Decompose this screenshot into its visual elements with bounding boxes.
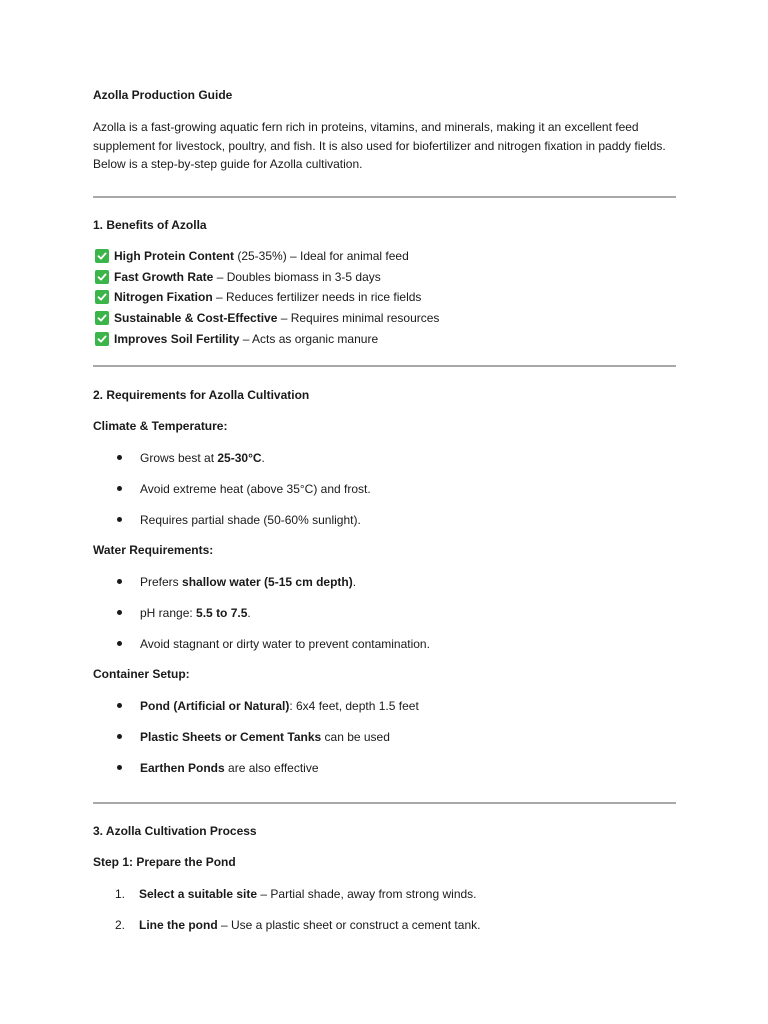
list-item — [93, 628, 678, 659]
item-text: Grows best at — [140, 450, 218, 465]
check-icon — [95, 249, 109, 263]
section-heading-benefits: 1. Benefits of Azolla — [93, 217, 207, 232]
subheading-climate: Climate & Temperature: — [93, 419, 228, 434]
check-icon — [95, 311, 109, 325]
step1-list — [93, 878, 678, 940]
check-icon — [95, 270, 109, 284]
item-text: are also effective — [224, 760, 319, 775]
list-item — [93, 473, 678, 504]
container-list — [93, 690, 678, 783]
benefit-desc: – Doubles biomass in 3-5 days — [213, 269, 381, 284]
item-number: 1. — [115, 886, 126, 901]
item-text: Prefers — [140, 574, 183, 589]
benefit-desc: – Requires minimal resources — [277, 311, 440, 326]
divider — [93, 365, 676, 367]
list-item — [93, 752, 678, 783]
item-text: pH range: — [140, 605, 197, 620]
numbered-item — [93, 878, 678, 909]
benefits-list — [93, 246, 678, 350]
item-number: 2. — [115, 917, 126, 932]
bullet-icon — [117, 517, 122, 522]
item-bold: 5.5 to 7.5 — [196, 605, 248, 620]
numbered-item — [93, 909, 678, 940]
bullet-icon — [117, 579, 122, 584]
item-text: . — [352, 574, 357, 589]
document-title: Azolla Production Guide — [93, 88, 233, 102]
benefit-title: High Protein Content — [114, 248, 234, 263]
bullet-icon — [117, 734, 122, 739]
item-text: – Partial shade, away from strong winds. — [257, 886, 477, 901]
item-text: can be used — [321, 729, 390, 744]
bullet-icon — [117, 703, 122, 708]
divider — [93, 196, 676, 198]
item-bold: shallow water (5-15 cm depth) — [182, 574, 353, 589]
section-heading-process: 3. Azolla Cultivation Process — [93, 824, 257, 839]
item-text: Avoid stagnant or dirty water to prevent contamination. — [140, 636, 430, 651]
bullet-icon — [117, 765, 122, 770]
subheading-water: Water Requirements: — [93, 543, 214, 558]
benefit-desc: (25-35%) – Ideal for animal feed — [234, 248, 409, 263]
item-bold: Earthen Ponds — [140, 760, 225, 775]
item-bold: 25-30°C — [217, 450, 262, 465]
check-icon — [95, 290, 109, 304]
water-list — [93, 566, 678, 659]
list-item — [93, 690, 678, 721]
item-bold: Select a suitable site — [139, 886, 258, 901]
benefit-desc: – Acts as organic manure — [239, 331, 379, 346]
section-heading-requirements: 2. Requirements for Azolla Cultivation — [93, 388, 310, 403]
list-item — [93, 442, 678, 473]
divider — [93, 802, 676, 804]
item-text: . — [247, 605, 251, 620]
list-item — [93, 566, 678, 597]
item-bold: Plastic Sheets or Cement Tanks — [140, 729, 322, 744]
subheading-container: Container Setup: — [93, 667, 190, 682]
benefit-title: Nitrogen Fixation — [114, 290, 213, 305]
bullet-icon — [117, 486, 122, 491]
item-text: – Use a plastic sheet or construct a cement tank. — [217, 917, 481, 932]
list-item — [93, 504, 678, 535]
benefit-title: Improves Soil Fertility — [114, 331, 240, 346]
intro-paragraph: Azolla is a fast-growing aquatic fern rich in proteins, vitamins, and minerals, making it an excellent feed supplement for livestock, poultry, and fish. It is also used for biofertilizer and nitrogen fixation in paddy fields. Below is a step-by-step guide for Azolla cultivation. — [93, 120, 666, 171]
bullet-icon — [117, 610, 122, 615]
document-content — [93, 87, 678, 940]
check-icon — [95, 332, 109, 346]
item-text: Avoid extreme heat (above 35°C) and frost. — [140, 481, 371, 496]
benefit-item — [93, 329, 678, 350]
bullet-icon — [117, 641, 122, 646]
benefit-title: Fast Growth Rate — [114, 269, 214, 284]
item-text: . — [261, 450, 265, 465]
benefit-item — [93, 308, 678, 329]
list-item — [93, 721, 678, 752]
item-text: Requires partial shade (50-60% sunlight). — [140, 512, 361, 527]
item-bold: Pond (Artificial or Natural) — [140, 698, 290, 713]
benefit-item — [93, 287, 678, 308]
benefit-title: Sustainable & Cost-Effective — [114, 311, 278, 326]
climate-list — [93, 442, 678, 535]
bullet-icon — [117, 455, 122, 460]
benefit-item — [93, 266, 678, 287]
subheading-step1: Step 1: Prepare the Pond — [93, 855, 236, 870]
benefit-desc: – Reduces fertilizer needs in rice fields — [212, 290, 422, 305]
item-text: : 6x4 feet, depth 1.5 feet — [289, 698, 419, 713]
benefit-item — [93, 246, 678, 267]
list-item — [93, 597, 678, 628]
item-bold: Line the pond — [139, 917, 218, 932]
